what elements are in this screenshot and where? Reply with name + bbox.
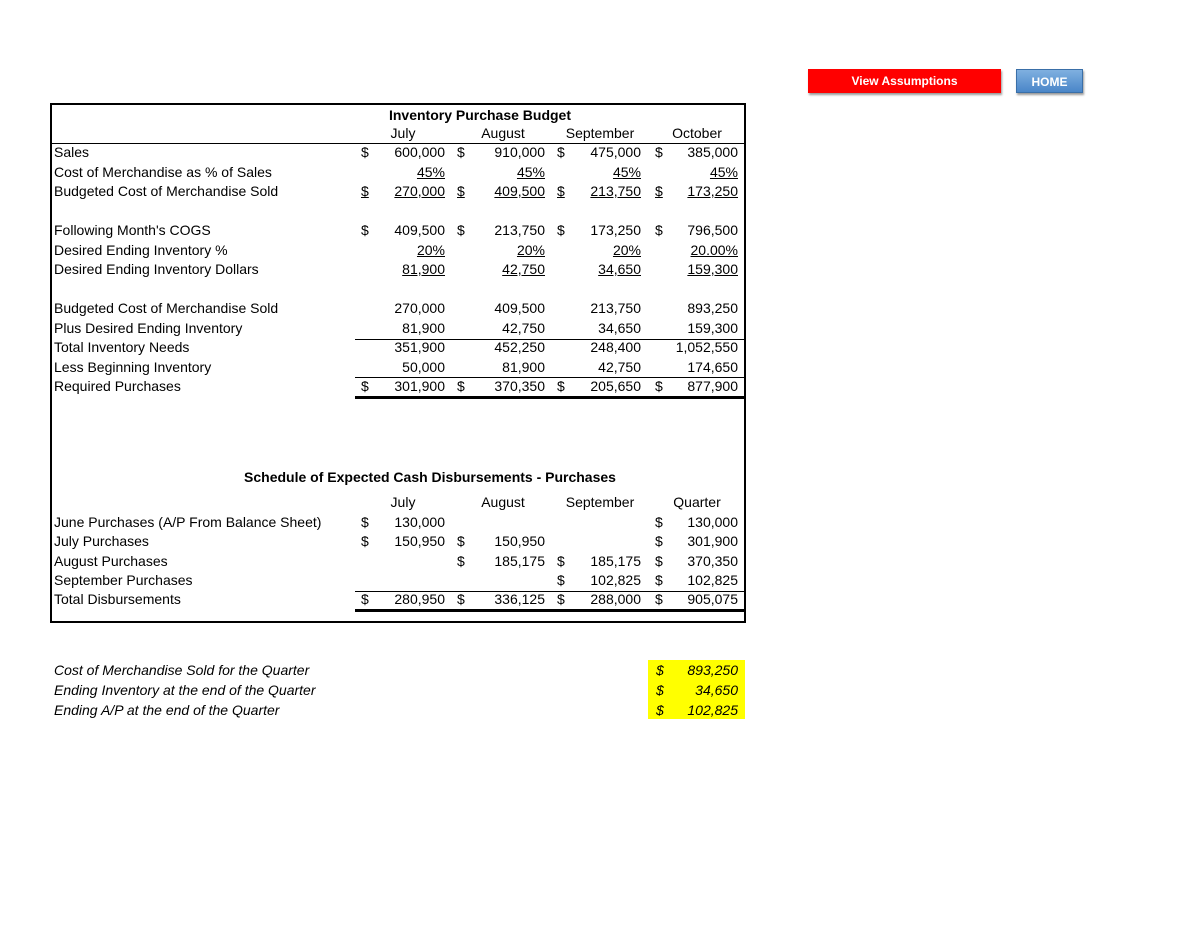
schedule-cell: 130,000 [687, 514, 738, 530]
budget-cell: 270,000 [394, 300, 445, 316]
schedule-row-label: July Purchases [54, 533, 149, 549]
currency-symbol: $ [656, 682, 664, 698]
currency-symbol: $ [655, 144, 663, 160]
currency-symbol: $ [655, 533, 663, 549]
budget-cell: 893,250 [687, 300, 738, 316]
budget-cell: 42,750 [598, 359, 641, 375]
budget-cell: 409,500 [494, 300, 545, 316]
rule-line [355, 609, 744, 612]
budget-cell: 174,650 [687, 359, 738, 375]
budget-row-label: Desired Ending Inventory % [54, 242, 228, 258]
budget-cell: 452,250 [494, 339, 545, 355]
budget-cell: 173,250 [687, 183, 738, 199]
budget-title: Inventory Purchase Budget [388, 107, 572, 123]
budget-row-label: Plus Desired Ending Inventory [54, 320, 243, 336]
schedule-cell: 130,000 [394, 514, 445, 530]
currency-symbol: $ [655, 514, 663, 530]
budget-cell: 409,500 [494, 183, 545, 199]
currency-symbol: $ [656, 702, 664, 718]
month-header: October [672, 125, 722, 141]
summary-value: 102,825 [687, 702, 738, 718]
budget-cell: 796,500 [687, 222, 738, 238]
schedule-cell: 288,000 [590, 591, 641, 607]
summary-value: 893,250 [687, 662, 738, 678]
schedule-row-label: August Purchases [54, 553, 168, 569]
summary-value: 34,650 [695, 682, 738, 698]
budget-cell: 159,300 [687, 320, 738, 336]
budget-cell: 1,052,550 [675, 339, 738, 355]
budget-cell: 213,750 [494, 222, 545, 238]
month-header: August [481, 125, 525, 141]
budget-row-label: Desired Ending Inventory Dollars [54, 261, 259, 277]
budget-cell: 910,000 [494, 144, 545, 160]
schedule-cell: 185,175 [590, 553, 641, 569]
budget-cell: 877,900 [687, 378, 738, 394]
currency-symbol: $ [655, 378, 663, 394]
summary-label: Cost of Merchandise Sold for the Quarter [54, 662, 310, 678]
budget-cell: 475,000 [590, 144, 641, 160]
budget-cell: 81,900 [402, 261, 445, 277]
view-assumptions-button[interactable]: View Assumptions [808, 69, 1001, 93]
rule-line [355, 396, 744, 399]
currency-symbol: $ [457, 222, 465, 238]
budget-cell: 270,000 [394, 183, 445, 199]
schedule-cell: 150,950 [494, 533, 545, 549]
budget-row-label: Following Month's COGS [54, 222, 211, 238]
schedule-cell: 280,950 [394, 591, 445, 607]
schedule-cell: 185,175 [494, 553, 545, 569]
budget-cell: 34,650 [598, 261, 641, 277]
schedule-row-label: June Purchases (A/P From Balance Sheet) [54, 514, 322, 530]
schedule-column-header: September [565, 494, 635, 510]
summary-label: Ending Inventory at the end of the Quarter [54, 682, 316, 698]
currency-symbol: $ [457, 591, 465, 607]
budget-cell: 34,650 [598, 320, 641, 336]
budget-cell: 370,350 [494, 378, 545, 394]
budget-cell: 600,000 [394, 144, 445, 160]
currency-symbol: $ [457, 144, 465, 160]
rule-line [355, 339, 744, 340]
budget-row-label: Budgeted Cost of Merchandise Sold [54, 300, 279, 316]
budget-cell: 301,900 [394, 378, 445, 394]
currency-symbol: $ [457, 533, 465, 549]
budget-row-label: Sales [54, 144, 90, 160]
schedule-column-header: July [390, 494, 416, 510]
budget-cell: 45% [516, 164, 545, 180]
budget-cell: 42,750 [502, 320, 545, 336]
budget-cell: 248,400 [590, 339, 641, 355]
schedule-cell: 336,125 [494, 591, 545, 607]
budget-cell: 20% [612, 242, 641, 258]
budget-cell: 20.00% [690, 242, 738, 258]
rule-line [355, 591, 744, 592]
budget-cell: 159,300 [687, 261, 738, 277]
currency-symbol: $ [656, 662, 664, 678]
currency-symbol: $ [655, 553, 663, 569]
currency-symbol: $ [361, 533, 369, 549]
budget-cell: 213,750 [590, 300, 641, 316]
currency-symbol: $ [557, 222, 565, 238]
schedule-cell: 301,900 [687, 533, 738, 549]
budget-cell: 205,650 [590, 378, 641, 394]
budget-cell: 409,500 [394, 222, 445, 238]
budget-cell: 385,000 [687, 144, 738, 160]
budget-cell: 50,000 [402, 359, 445, 375]
budget-cell: 213,750 [590, 183, 641, 199]
budget-row-label: Budgeted Cost of Merchandise Sold [54, 183, 279, 199]
currency-symbol: $ [457, 553, 465, 569]
currency-symbol: $ [557, 183, 565, 199]
currency-symbol: $ [655, 572, 663, 588]
schedule-cell: 370,350 [687, 553, 738, 569]
currency-symbol: $ [361, 378, 369, 394]
budget-cell: 45% [709, 164, 738, 180]
budget-cell: 20% [416, 242, 445, 258]
budget-worksheet [50, 103, 746, 623]
currency-symbol: $ [361, 144, 369, 160]
budget-cell: 45% [416, 164, 445, 180]
schedule-cell: 905,075 [687, 591, 738, 607]
budget-cell: 81,900 [402, 320, 445, 336]
budget-row-label: Less Beginning Inventory [54, 359, 212, 375]
currency-symbol: $ [557, 572, 565, 588]
schedule-cell: 102,825 [590, 572, 641, 588]
budget-cell: 351,900 [394, 339, 445, 355]
currency-symbol: $ [361, 183, 369, 199]
currency-symbol: $ [557, 378, 565, 394]
schedule-title: Schedule of Expected Cash Disbursements - Purchases [244, 469, 616, 485]
budget-row-label: Cost of Merchandise as % of Sales [54, 164, 272, 180]
budget-cell: 20% [516, 242, 545, 258]
currency-symbol: $ [557, 553, 565, 569]
budget-cell: 173,250 [590, 222, 641, 238]
rule-line [355, 377, 744, 378]
currency-symbol: $ [457, 183, 465, 199]
schedule-column-header: August [481, 494, 525, 510]
currency-symbol: $ [361, 514, 369, 530]
schedule-cell: 102,825 [687, 572, 738, 588]
currency-symbol: $ [361, 591, 369, 607]
schedule-row-label: September Purchases [54, 572, 193, 588]
budget-cell: 42,750 [502, 261, 545, 277]
currency-symbol: $ [457, 378, 465, 394]
budget-cell: 45% [612, 164, 641, 180]
currency-symbol: $ [361, 222, 369, 238]
budget-row-label: Total Inventory Needs [54, 339, 190, 355]
budget-cell: 81,900 [502, 359, 545, 375]
currency-symbol: $ [655, 183, 663, 199]
currency-symbol: $ [557, 591, 565, 607]
currency-symbol: $ [557, 144, 565, 160]
schedule-column-header: Quarter [673, 494, 721, 510]
home-button[interactable]: HOME [1016, 69, 1083, 93]
schedule-row-label: Total Disbursements [54, 591, 181, 607]
summary-label: Ending A/P at the end of the Quarter [54, 702, 280, 718]
month-header: September [565, 125, 635, 141]
currency-symbol: $ [655, 222, 663, 238]
currency-symbol: $ [655, 591, 663, 607]
schedule-cell: 150,950 [394, 533, 445, 549]
month-header: July [390, 125, 416, 141]
budget-row-label: Required Purchases [54, 378, 181, 394]
